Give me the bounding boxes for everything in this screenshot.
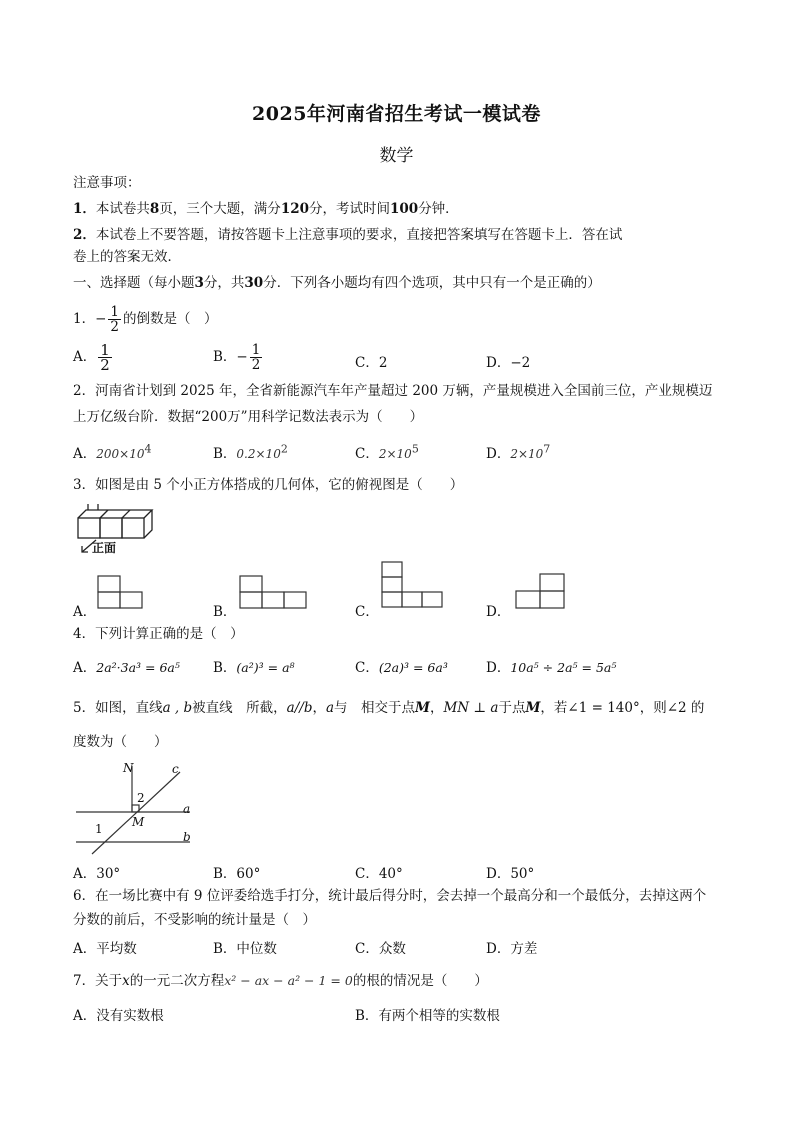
q1-option-b[interactable]: B．− $\frac{1}{2}$ [213, 342, 261, 373]
q3-option-b-label[interactable]: B． [213, 604, 237, 620]
q4-option-d[interactable]: D．10a⁵ ÷ 2a⁵ = 5a⁵ [486, 660, 617, 676]
q7-option-b[interactable]: B．有两个相等的实数根 [355, 1008, 500, 1024]
q3-option-b-figure[interactable] [239, 575, 311, 611]
q3-solid-figure [70, 502, 170, 558]
q2-option-c[interactable]: C．$2\times 10^5$ [355, 442, 419, 462]
q3-option-c-label[interactable]: C． [355, 604, 379, 620]
question-2-line1: 2．河南省计划到 2025 年，全省新能源汽车年产量超过 200 万辆，产量规模进入全国前三位，产业规模迈 [73, 383, 713, 399]
q4-option-a[interactable]: A．2a²·3a³ = 6a⁵ [73, 660, 180, 676]
q4-option-c[interactable]: C．(2a)³ = 6a³ [355, 660, 448, 676]
q2-option-d[interactable]: D．$2\times 10^7$ [486, 442, 551, 462]
section-heading: 一、选择题（每小题3分，共30分．下列各小题均有四个选项，其中只有一个是正确的） [73, 275, 601, 291]
fraction: $\frac{1}{2}$ [110, 304, 119, 335]
q3-option-a-label[interactable]: A． [73, 604, 97, 620]
fig-label-c: c [172, 762, 179, 776]
notice-item-2-cont: 卷上的答案无效． [73, 249, 181, 265]
q5-option-b[interactable]: B．60° [213, 866, 261, 882]
q3-front-label: 正面 [92, 541, 117, 555]
q4-option-b[interactable]: B．(a²)³ = a⁸ [213, 660, 295, 676]
notice-item-1: 1．本试卷共8页，三个大题，满分120分，考试时间100分钟． [73, 201, 459, 217]
q5-option-d[interactable]: D．50° [486, 866, 535, 882]
question-4: 4．下列计算正确的是（ ） [73, 626, 244, 642]
question-7: 7．关于x的一元二次方程x² − ax − a² − 1 = 0的根的情况是（ ） [73, 973, 488, 989]
q3-option-c-figure[interactable] [381, 561, 447, 611]
q6-option-d[interactable]: D．方差 [486, 941, 538, 957]
subject-title: 数学 [379, 146, 414, 166]
fig-label-1: 1 [95, 822, 103, 836]
notice-heading: 注意事项： [73, 175, 141, 191]
question-5-line2: 度数为（ ） [73, 734, 168, 750]
notice-item-2: 2．本试卷上不要答题，请按答题卡上注意事项的要求，直接把答案填写在答题卡上．答在试 [73, 227, 623, 243]
q3-option-d-label[interactable]: D． [486, 604, 511, 620]
q6-option-c[interactable]: C．众数 [355, 941, 406, 957]
fig-label-m: M [132, 815, 145, 829]
question-6-line1: 6．在一场比赛中有 9 位评委给选手打分，统计最后得分时，会去掉一个最高分和一个最低分，去掉这两个 [73, 888, 707, 904]
question-6-line2: 分数的前后，不受影响的统计量是（ ） [73, 912, 316, 928]
q2-option-a[interactable]: A．$200\times 10^4$ [73, 442, 152, 462]
q3-option-a-figure[interactable] [97, 575, 145, 611]
question-2-line2: 上万亿级台阶．数据“200万”用科学记数法表示为（ ） [73, 409, 424, 425]
q1-option-a[interactable]: A． $\frac{1}{2}$ [73, 341, 110, 374]
fig-label-a: a [183, 802, 191, 816]
question-1: 1．− $\frac{1}{2}$ 的倒数是（ ） [73, 304, 218, 335]
fig-label-b: b [183, 830, 191, 844]
q2-option-b[interactable]: B．$0.2\times 10^2$ [213, 442, 288, 462]
q7-option-a[interactable]: A．没有实数根 [73, 1008, 164, 1024]
q6-option-a[interactable]: A．平均数 [73, 941, 137, 957]
question-3: 3．如图是由 5 个小正方体搭成的几何体，它的俯视图是（ ） [73, 477, 464, 493]
q6-option-b[interactable]: B．中位数 [213, 941, 277, 957]
fig-label-2: 2 [137, 791, 145, 805]
q1-option-c[interactable]: C．2 [355, 355, 388, 371]
q3-option-d-figure[interactable] [515, 573, 575, 611]
page-title: 2025年河南省招生考试一模试卷 [252, 103, 541, 125]
q5-option-a[interactable]: A．30° [73, 866, 121, 882]
question-5-line1: 5．如图，直线a , b被直线 所截，a//b，a与 相交于点M，MN ⊥ a于点M，若∠1 = 140°，则∠2 的 [73, 700, 705, 716]
q1-option-d[interactable]: D．−2 [486, 355, 531, 371]
q5-option-c[interactable]: C．40° [355, 866, 403, 882]
fig-label-n: N [123, 761, 134, 775]
